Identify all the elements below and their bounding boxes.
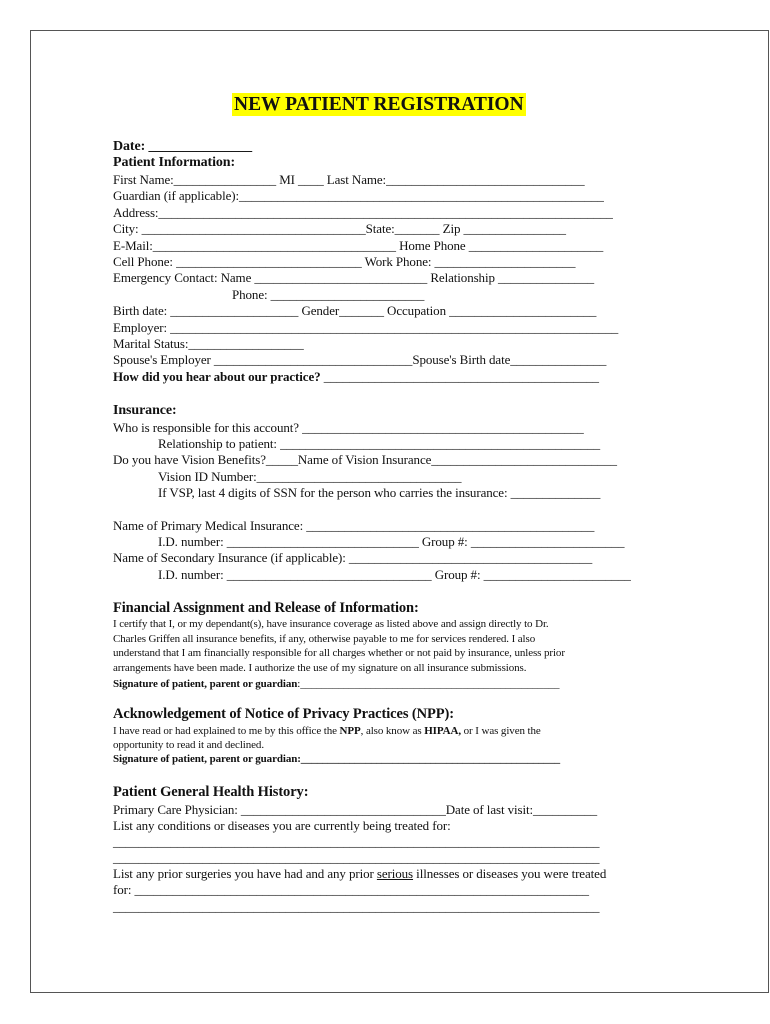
insurance-heading: Insurance:	[113, 403, 177, 418]
city-state-zip-fields[interactable]: City: ___________________________________State:_______ Zip ________________	[113, 221, 566, 236]
surgeries-blank-line[interactable]: ____________________________________________________________________________	[113, 899, 600, 914]
address-field[interactable]: Address:_______________________________________________________________________	[113, 205, 613, 220]
guardian-field[interactable]: Guardian (if applicable):_________________________________________________________	[113, 188, 604, 203]
primary-insurance-field[interactable]: Name of Primary Medical Insurance: _____________________________________________	[113, 518, 595, 533]
npp-heading: Acknowledgement of Notice of Privacy Practices (NPP):	[113, 706, 454, 722]
surgeries-blank-line[interactable]: for: _______________________________________________________________________	[113, 882, 589, 897]
conditions-blank-line[interactable]: ____________________________________________________________________________	[113, 834, 600, 849]
secondary-id-group-fields[interactable]: I.D. number: ________________________________ Group #: _______________________	[158, 567, 631, 582]
emergency-contact-field[interactable]: Emergency Contact: Name ___________________________ Relationship _______________	[113, 270, 595, 285]
referral-blank[interactable]: ___________________________________________	[320, 369, 599, 384]
employer-field[interactable]: Employer: ______________________________________________________________________	[113, 320, 619, 335]
signature-blank[interactable]: :________________________________________________	[297, 678, 560, 690]
conditions-blank-line[interactable]: ____________________________________________________________________________	[113, 850, 600, 865]
secondary-insurance-field[interactable]: Name of Secondary Insurance (if applicable): ______________________________________	[113, 550, 593, 565]
npp-signature-field[interactable]: Signature of patient, parent or guardian:________________________________________________	[113, 753, 561, 765]
patient-info-heading: Patient Information:	[113, 155, 236, 170]
page-title: NEW PATIENT REGISTRATION	[234, 94, 524, 115]
health-history-heading: Patient General Health History:	[113, 784, 309, 800]
primary-id-group-fields[interactable]: I.D. number: ______________________________ Group #: ________________________	[158, 534, 625, 549]
name-fields[interactable]: First Name:________________ MI ____ Last Name:_______________________________	[113, 172, 585, 187]
financial-text-line: I certify that I, or my dependant(s), have insurance coverage as listed above and assign directly to Dr.	[113, 618, 549, 630]
responsible-party-field[interactable]: Who is responsible for this account? ____________________________________________	[113, 420, 584, 435]
npp-text-line: opportunity to read it and declined.	[113, 739, 264, 751]
financial-heading: Financial Assignment and Release of Information:	[113, 600, 419, 616]
birth-gender-occupation-fields[interactable]: Birth date: ____________________ Gender_______ Occupation _______________________	[113, 303, 597, 318]
vision-benefits-field[interactable]: Do you have Vision Benefits?_____Name of Vision Insurance_____________________________	[113, 452, 617, 467]
emergency-phone-field[interactable]: Phone: ________________________	[232, 287, 425, 302]
financial-text-line: understand that I am financially responsible for all charges whether or not paid by insurance, unless prior	[113, 647, 565, 659]
financial-text-line: arrangements have been made. I authorize the use of my signature on all insurance submissions.	[113, 662, 527, 674]
pcp-field[interactable]: Primary Care Physician: ________________________________Date of last visit:__________	[113, 802, 598, 817]
signature-label: Signature of patient, parent or guardian	[113, 678, 298, 690]
conditions-prompt: List any conditions or diseases you are currently being treated for:	[113, 818, 451, 833]
vsp-ssn-field[interactable]: If VSP, last 4 digits of SSN for the person who carries the insurance: ______________	[158, 485, 601, 500]
spouse-fields[interactable]: Spouse's Employer _______________________________Spouse's Birth date_______________	[113, 352, 607, 367]
marital-status-field[interactable]: Marital Status:__________________	[113, 336, 304, 351]
npp-text-line: I have read or had explained to me by this office the NPP, also know as HIPAA, or I was given the	[113, 725, 541, 737]
referral-source-field[interactable]	[113, 369, 599, 385]
vision-id-field[interactable]: Vision ID Number:________________________________	[158, 469, 462, 484]
cell-work-phone-fields[interactable]: Cell Phone: _____________________________ Work Phone: ______________________	[113, 254, 576, 269]
referral-question: How did you hear about our practice?	[113, 369, 321, 384]
relationship-field[interactable]: Relationship to patient: __________________________________________________	[158, 436, 601, 451]
date-field[interactable]: Date: _______________	[113, 139, 253, 154]
financial-text-line: Charles Griffen all insurance benefits, if any, otherwise payable to me for services rendered. I also	[113, 633, 536, 645]
email-home-phone-fields[interactable]: E-Mail:______________________________________ Home Phone _____________________	[113, 238, 604, 253]
surgeries-prompt: List any prior surgeries you have had and any prior serious illnesses or diseases you were treated	[113, 866, 607, 881]
financial-signature-field[interactable]	[113, 677, 559, 692]
